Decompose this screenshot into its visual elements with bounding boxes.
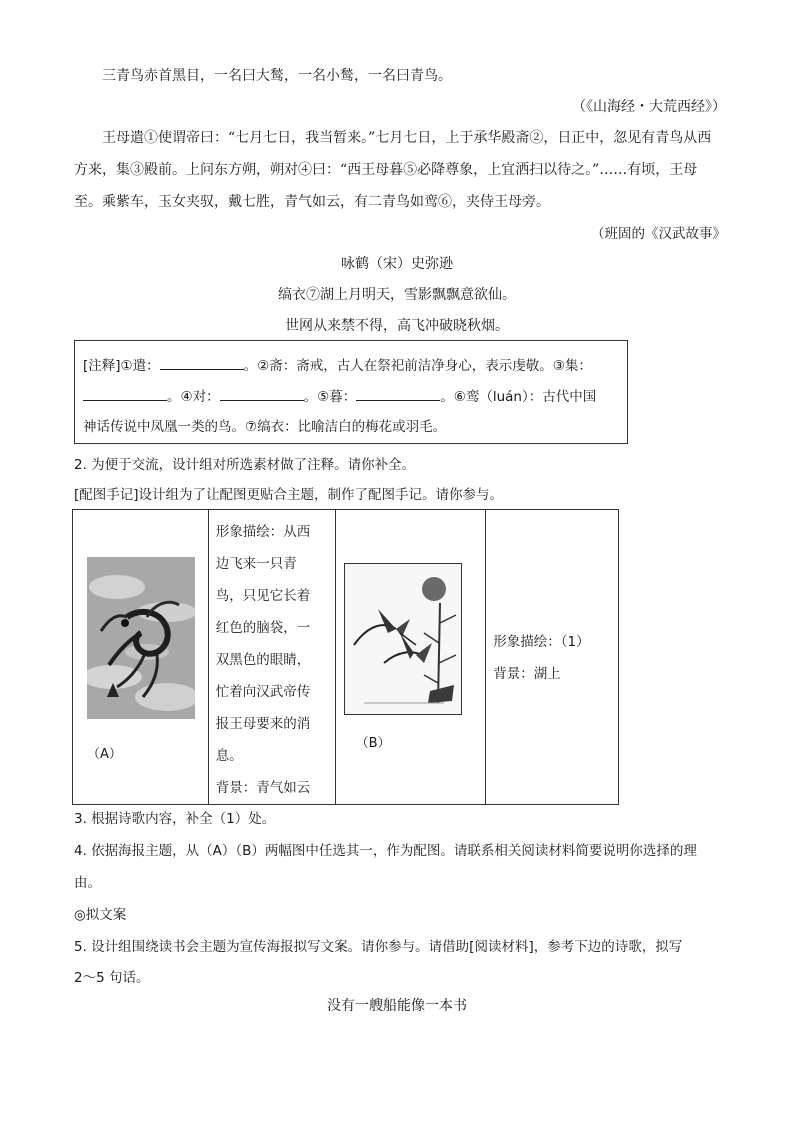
description-b: [486, 510, 618, 690]
note-6-text: 。⑥鸾（luán）：古代中国: [440, 389, 597, 405]
wudi-paragraph-line-3: 至。乘紫车，玉女夹驭，戴七胜，青气如云，有二青鸟如鸾⑥，夹侍王母旁。: [74, 194, 550, 210]
cell-image-a: [73, 510, 209, 805]
desc-a-line: 息。: [215, 748, 243, 764]
desc-b-line: 形象描绘：（1）: [493, 634, 590, 650]
question-5-line-1: 5. 设计组围绕读书会主题为宣传海报拟写文案。请你参与。请借助[阅读材料]，参考下边的诗歌，拟写: [74, 939, 683, 955]
blank-4[interactable]: [220, 386, 304, 401]
note-4-label: 。④对：: [167, 389, 220, 405]
annotation-box: [74, 340, 628, 444]
desc-b-line: 背景：湖上: [493, 666, 561, 682]
question-4-line-1: 4. 依据海报主题，从（A）（B）两幅图中任选其一，作为配图。请联系相关阅读材料简要说明你选择的理: [74, 843, 697, 859]
question-2: 2. 为便于交流，设计组对所选素材做了注释。请你补全。: [74, 457, 416, 473]
wudi-source: （班固的《汉武故事》: [591, 226, 726, 242]
illustration-notes-intro: [配图手记]设计组为了让配图更贴合主题，制作了配图手记。请你参与。: [74, 487, 504, 503]
poem-line-1: 缟衣⑦湖上月明天，雪影飘飘意欲仙。: [278, 287, 516, 303]
annotation-line-1: [83, 355, 602, 376]
description-a: [209, 510, 335, 804]
phoenix-image: [87, 557, 195, 719]
cell-description-b: [486, 510, 619, 805]
note-1-label: [注释]①遣：: [83, 358, 160, 374]
poem-2-title: 没有一艘船能像一本书: [327, 998, 467, 1014]
annotation-line-2: [83, 386, 596, 407]
annotation-line-3: 神话传说中凤凰一类的鸟。⑦缟衣：比喻洁白的梅花或羽毛。: [83, 419, 447, 435]
caption-b: （B）: [355, 736, 391, 751]
desc-a-line: 背景：青气如云: [215, 780, 311, 796]
crane-image: [344, 563, 462, 715]
desc-a-line: 报王母要来的消: [215, 716, 311, 732]
desc-a-line: 双黑色的眼睛，: [215, 652, 311, 668]
caption-a: （A）: [87, 747, 122, 762]
desc-a-line: 红色的脑袋，一: [215, 620, 311, 636]
blank-5[interactable]: [356, 386, 440, 401]
poem-line-2: 世网从来禁不得，高飞冲破晓秋烟。: [285, 318, 509, 334]
question-3: 3. 根据诗歌内容，补全（1）处。: [74, 811, 276, 827]
blank-1[interactable]: [160, 355, 244, 370]
shanhai-source: （《山海经・大荒西经》）: [572, 99, 726, 115]
desc-a-line: 边飞来一只青: [215, 556, 297, 572]
illustration-table: [72, 509, 619, 805]
note-2-3-text: 。②斋：斋戒，古人在祭祀前洁净身心，表示虔敬。③集：: [243, 358, 592, 374]
desc-a-line: 忙着向汉武帝传: [215, 684, 311, 700]
desc-a-line: 形象描绘：从西: [215, 524, 311, 540]
shanhai-text: 三青鸟赤首黑目，一名曰大鹙，一名小鹙，一名曰青鸟。: [102, 68, 452, 84]
section-heading: ◎拟文案: [74, 907, 127, 923]
cell-image-b: [335, 510, 486, 805]
wudi-paragraph-line-1: 王母遣①使谓帝曰：“七月七日，我当暂来。”七月七日，上于承华殿斋②，日正中，忽见有青鸟从西: [102, 130, 712, 146]
note-5-label: 。⑤暮：: [303, 389, 357, 405]
wudi-paragraph-line-2: 方来，集③殿前。上问东方朔，朔对④曰：“西王母暮⑤必降尊象，上宜洒扫以待之。”……有顷，王母: [74, 162, 698, 178]
question-4-line-2: 由。: [74, 875, 101, 891]
poem-title: 咏鹤（宋）史弥逊: [341, 256, 453, 272]
blank-3-cont[interactable]: [83, 386, 167, 401]
cell-description-a: [208, 510, 335, 805]
question-5-line-2: 2～5 句话。: [74, 970, 150, 986]
desc-a-line: 鸟，只见它长着: [215, 588, 311, 604]
